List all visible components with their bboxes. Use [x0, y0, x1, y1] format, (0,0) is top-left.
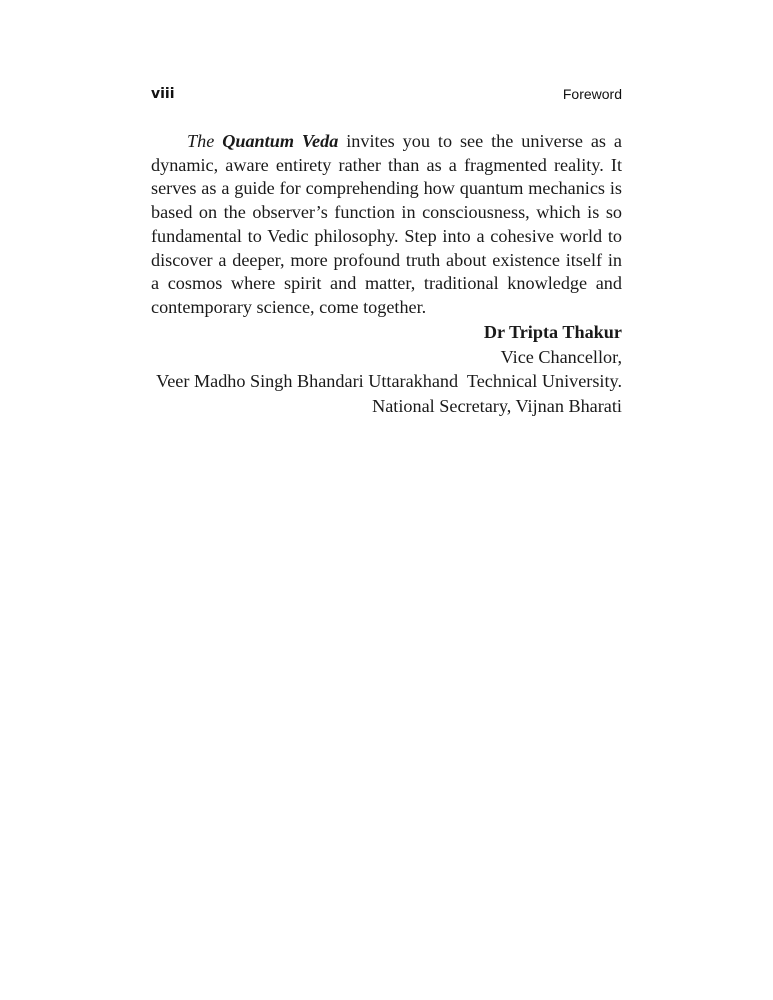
signer-institution: Veer Madho Singh Bhandari Uttarakhand Technical University.	[156, 371, 622, 391]
signature-block	[151, 320, 622, 418]
page-number: viii	[151, 86, 175, 102]
signer-name: Dr Tripta Thakur	[483, 322, 622, 342]
signer-title: Vice Chancellor,	[500, 346, 622, 367]
signer-second-role: National Secretary, Vijnan Bharati	[372, 395, 622, 416]
foreword-paragraph	[151, 130, 622, 320]
book-title: Quantum Veda	[222, 131, 339, 151]
running-header	[151, 84, 622, 104]
paragraph-body: invites you to see the universe as a dynamic, aware entirety rather than as a fragmented reality. It serves as a guide for comprehending how quantum mechanics is based on the observer’s function in consciousness, which is so fundamental to Vedic philosophy. Step into a cohesive world to discover a deeper, more profound truth about existence itself in a cosmos where spirit and matter, traditional knowledge and contemporary science, come together.	[151, 131, 622, 317]
lead-word: The	[187, 131, 215, 151]
section-title: Foreword	[562, 86, 622, 102]
